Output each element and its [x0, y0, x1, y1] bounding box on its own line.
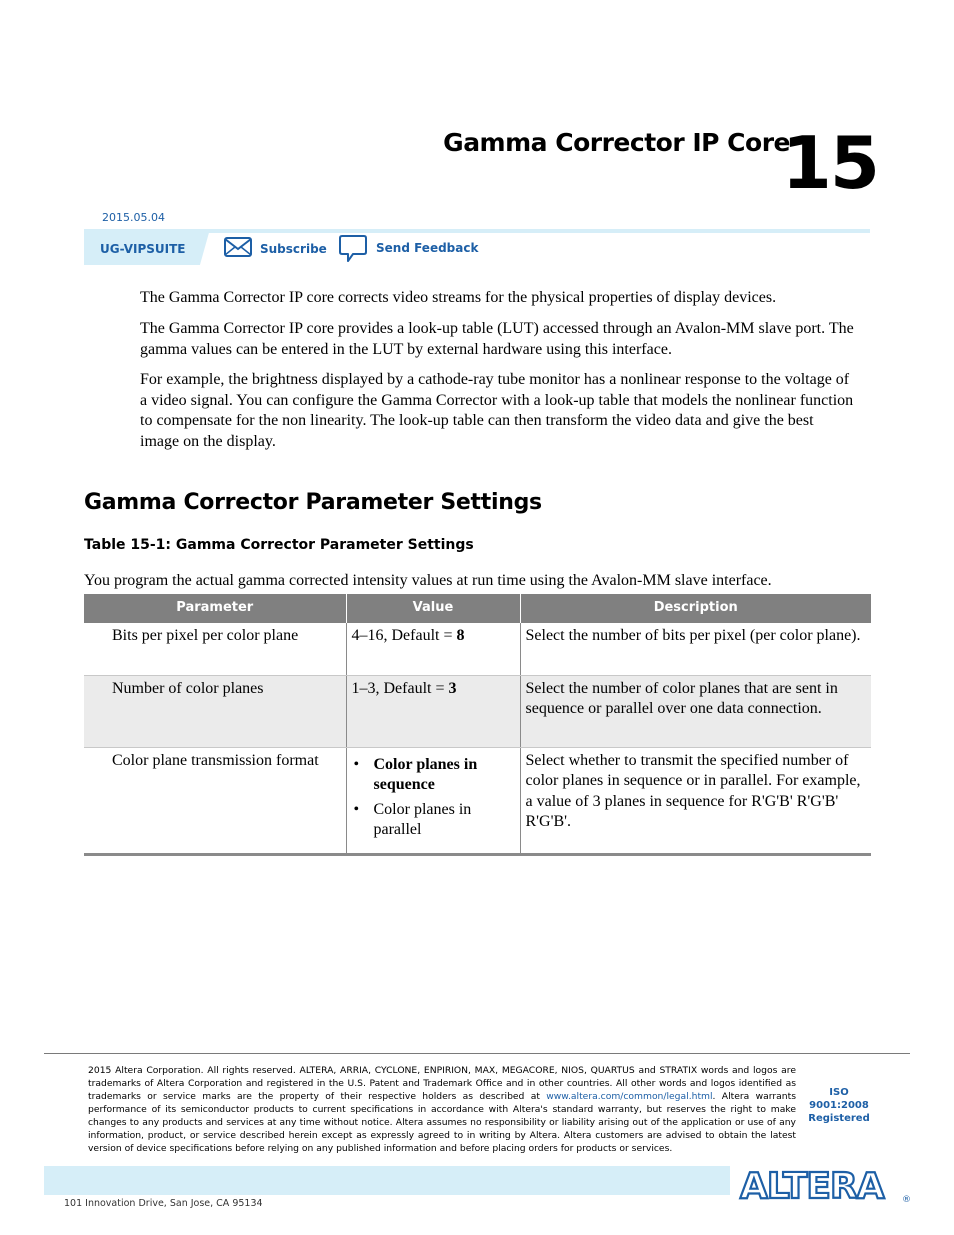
intro-paragraph-2: The Gamma Corrector IP core provides a look-up table (LUT) accessed through an Avalon-MM slave port. The gamma values can be entered in the LUT by external hardware using this interface.	[140, 320, 854, 358]
footer-band	[44, 1166, 730, 1195]
description-cell: Select whether to transmit the specified number of color planes in sequence or in parallel. For example, a value of 3 planes in sequence for R'G'B' R'G'B' R'G'B'.	[520, 747, 871, 854]
value-option: • Color planes in parallel	[352, 800, 515, 841]
value-options-list	[352, 755, 515, 841]
chapter-number: 15	[781, 121, 878, 205]
doc-info-bar	[84, 229, 870, 265]
altera-logo	[736, 1164, 912, 1204]
table-caption: Table 15-1: Gamma Corrector Parameter Settings	[84, 537, 474, 553]
legal-notice: 2015 Altera Corporation. All rights reserved. ALTERA, ARRIA, CYCLONE, ENPIRION, MAX, MEGACORE, NIOS, QUARTUS and STRATIX words and logos are trademarks of Altera Corporation and registered in the U.S. Patent and Trademark Office and in other countries. All other words and logos identified as trademarks or service marks are the property of their respective holders as described at www.altera.com/common/legal.html. Altera warrants performance of its semiconductor products to current specifications in accordance with Altera's standard warranty, but reserves the right to make changes to any products and services at any time without notice. Altera assumes no responsibility or liability arising out of the application or use of any information, product, or service described herein except as expressly agreed to in writing by Altera. Altera customers are advised to obtain the latest version of device specifications before relying on any published information and before placing orders for products or services.	[88, 1065, 796, 1154]
intro-paragraph-3: For example, the brightness displayed by a cathode-ray tube monitor has a nonlinear response to the voltage of a video signal. You can configure the Gamma Corrector with a look-up table that models the nonlinear function to compensate for the non linearity. The look-up table can then transform the video data and give the best image on the display.	[140, 371, 854, 450]
envelope-icon	[224, 237, 252, 260]
value-range: 4–16, Default =	[351, 627, 457, 644]
iso-registration: ISO 9001:2008 Registered	[808, 1087, 870, 1124]
intro-paragraph-1: The Gamma Corrector IP core corrects video streams for the physical properties of display devices.	[140, 289, 777, 306]
column-header-parameter: Parameter	[84, 594, 346, 623]
table-row	[84, 675, 871, 747]
footer-divider	[44, 1053, 910, 1054]
table-header-row	[84, 594, 871, 623]
feedback-label: Send Feedback	[376, 241, 479, 255]
value-range: 1–3, Default =	[351, 679, 449, 697]
company-address: 101 Innovation Drive, San Jose, CA 95134	[64, 1198, 263, 1209]
parameter-cell: Bits per pixel per color plane	[84, 623, 346, 675]
description-cell: Select the number of color planes that are sent in sequence or parallel over one data connection.	[520, 675, 871, 747]
send-feedback-link[interactable]	[338, 234, 478, 267]
legal-link[interactable]: www.altera.com/common/legal.html	[546, 1091, 713, 1102]
value-option: • Color planes in sequence	[352, 755, 515, 796]
parameter-cell: Number of color planes	[84, 675, 346, 747]
parameter-cell: Color plane transmission format	[84, 747, 346, 854]
value-default: 8	[456, 627, 465, 644]
description-cell: Select the number of bits per pixel (per color plane).	[520, 623, 871, 675]
parameter-table	[84, 594, 871, 856]
column-header-description: Description	[520, 594, 871, 623]
value-cell	[346, 747, 520, 854]
doc-id: UG-VIPSUITE	[100, 242, 186, 256]
value-default: 3	[448, 679, 457, 697]
doc-date: 2015.05.04	[102, 211, 165, 224]
svg-text:ALTERA: ALTERA	[740, 1166, 884, 1204]
table-intro: You program the actual gamma corrected intensity values at run time using the Avalon-MM slave interface.	[84, 572, 772, 589]
svg-text:®: ®	[902, 1195, 911, 1204]
section-heading: Gamma Corrector Parameter Settings	[84, 490, 542, 515]
speech-bubble-icon	[338, 234, 368, 267]
chapter-title: Gamma Corrector IP Core	[443, 128, 790, 157]
column-header-value: Value	[346, 594, 520, 623]
subscribe-label: Subscribe	[260, 241, 327, 256]
value-cell	[346, 675, 520, 747]
value-cell	[346, 623, 520, 675]
table-row	[84, 747, 871, 854]
subscribe-link[interactable]	[224, 237, 327, 260]
table-row	[84, 623, 871, 675]
